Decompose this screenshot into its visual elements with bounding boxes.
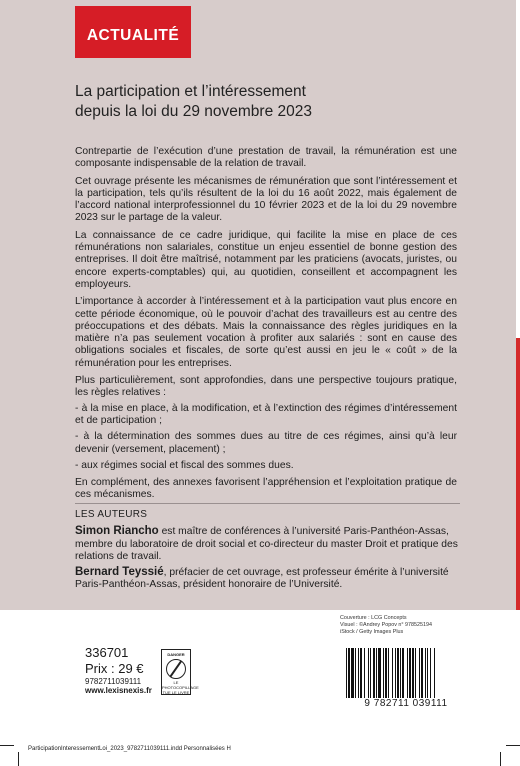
barcode-bar bbox=[421, 648, 423, 698]
barcode-bar bbox=[407, 648, 408, 698]
barcode-bar bbox=[378, 648, 381, 698]
author-2 bbox=[75, 566, 460, 592]
danger-le: LE bbox=[173, 680, 179, 685]
title-line-2: depuis la loi du 29 novembre 2023 bbox=[75, 103, 312, 120]
barcode-bar bbox=[412, 648, 414, 698]
barcode-bar bbox=[364, 648, 365, 698]
paragraph: Cet ouvrage présente les mécanismes de rémunération que sont l’intéressement et la participation, tels qu’ils résultent de la loi du 16 août 2022, mais également de l’accord national interprofessionnel du 10 février 2023 et de la loi du 29 novembre 2023 sur le partage de la valeur. bbox=[75, 175, 457, 224]
barcode-bar bbox=[351, 648, 354, 698]
barcode-bar bbox=[430, 648, 431, 698]
barcode-bar bbox=[368, 648, 369, 698]
authors-section bbox=[75, 509, 460, 595]
barcode-bar bbox=[360, 648, 362, 698]
barcode-bar bbox=[425, 648, 426, 698]
barcode-bar bbox=[409, 648, 411, 698]
barcode-bar bbox=[395, 648, 396, 698]
red-spine-bar bbox=[516, 338, 520, 612]
paragraph: L’importance à accorder à l’intéressement et à la participation vaut plus encore en cette période économique, où le pouvoir d’achat des travailleurs est au centre des préoccupations et des débats. Mais la connaissance des règles juridiques en la matière n’a pas seulement vocation à profiter aux salariés : sont en cause des obligations sociales et fiscales, de sorte qu’est aussi en jeu le « coût » de la rémunération pour les entreprises. bbox=[75, 296, 457, 369]
barcode-bar bbox=[419, 648, 420, 698]
title-line-1: La participation et l’intéressement bbox=[75, 83, 306, 100]
credit-line: Couverture : LCG Concepts bbox=[340, 615, 407, 621]
category-tag: ACTUALITÉ bbox=[75, 6, 191, 58]
author-2-name: Bernard Teyssié bbox=[75, 566, 164, 579]
credit-line: iStock / Getty Images Plus bbox=[340, 629, 404, 635]
paragraph: La connaissance de ce cadre juridique, qui facilite la mise en place de ces rémunérations non salariales, constitue un enjeu essentiel de bonne gestion des entreprises. Il doit être maîtrisé, notamment par les praticiens (avocats, juristes, ou encore experts-comptables) qui, au quotidien, conseillent et accompagnent les employeurs. bbox=[75, 229, 457, 290]
paragraph: Plus particulièrement, sont approfondies, dans une perspective toujours pratique, les règles relatives : bbox=[75, 375, 457, 399]
crossed-circle-icon bbox=[166, 659, 186, 679]
barcode-bars bbox=[346, 648, 470, 698]
print-slug: ParticipationInteressementLoi_2023_9782711039111.indd Personnalisées H bbox=[28, 746, 231, 752]
authors-heading: LES AUTEURS bbox=[75, 509, 148, 520]
book-title bbox=[75, 82, 455, 122]
barcode-bar bbox=[427, 648, 428, 698]
barcode-bar bbox=[397, 648, 399, 698]
barcode-bar bbox=[400, 648, 401, 698]
author-1 bbox=[75, 525, 460, 563]
barcode-bar bbox=[402, 648, 404, 698]
danger-tue: TUE LE LIVRE bbox=[162, 690, 190, 695]
rules-list bbox=[75, 403, 457, 472]
crop-mark bbox=[18, 752, 19, 766]
blurb bbox=[75, 146, 457, 507]
danger-label: DANGER bbox=[167, 652, 185, 657]
spine-edge bbox=[516, 0, 520, 612]
danger-photocopillage: PHOTOCOPILLAGE bbox=[162, 685, 199, 690]
paragraph: Contrepartie de l’exécution d’une prestation de travail, la rémunération est une composante indispensable de la relation de travail. bbox=[75, 146, 457, 170]
photocopy-warning-logo bbox=[161, 649, 199, 695]
barcode-number: 9 782711 039111 bbox=[364, 698, 448, 709]
barcode-bar bbox=[355, 648, 356, 698]
credit-line: Visuel : ©Andrey Popov n° 978525194 bbox=[340, 622, 433, 628]
author-2-bio: , préfacier de cet ouvrage, est professeur émérite à l’université Paris-Panthéon-Assas, président honoraire de l’Université. bbox=[75, 567, 449, 591]
barcode-bar bbox=[383, 648, 384, 698]
image-credits bbox=[340, 615, 470, 636]
barcode-bar bbox=[415, 648, 416, 698]
barcode-bar bbox=[373, 648, 375, 698]
author-1-bio: est maître de conférences à l’université Paris-Panthéon-Assas, membre du laboratoire de droit social et co-directeur du master Droit et pratique des relations de travail. bbox=[75, 526, 458, 562]
barcode-bar bbox=[392, 648, 393, 698]
closing-paragraph: En complément, des annexes favorisent l’appréhension et l’exploitation pratique de ces mécanismes. bbox=[75, 477, 457, 501]
website: www.lexisnexis.fr bbox=[85, 686, 152, 695]
barcode-bar bbox=[358, 648, 359, 698]
price: Prix : 29 € bbox=[85, 661, 144, 676]
product-code: 336701 bbox=[85, 645, 129, 660]
isbn-barcode bbox=[340, 648, 472, 708]
list-item: - aux régimes social et fiscal des sommes dues. bbox=[75, 459, 294, 471]
list-item: - à la détermination des sommes dues au titre de ces régimes, ainsi qu’à leur devenir (versement, placement) ; bbox=[75, 431, 457, 455]
barcode-bar bbox=[348, 648, 350, 698]
author-1-name: Simon Riancho bbox=[75, 525, 159, 538]
barcode-bar bbox=[434, 648, 435, 698]
crop-mark bbox=[500, 752, 501, 766]
barcode-bar bbox=[346, 648, 347, 698]
barcode-bar bbox=[385, 648, 387, 698]
isbn-text: 9782711039111 bbox=[85, 677, 142, 686]
barcode-bar bbox=[388, 648, 389, 698]
crop-mark bbox=[0, 745, 14, 746]
list-item: - à la mise en place, à la modification, et à l’extinction des régimes d’intéressement et de participation ; bbox=[75, 402, 457, 426]
barcode-bar bbox=[370, 648, 371, 698]
barcode-bar bbox=[376, 648, 377, 698]
divider bbox=[75, 503, 460, 504]
crop-mark bbox=[506, 745, 520, 746]
